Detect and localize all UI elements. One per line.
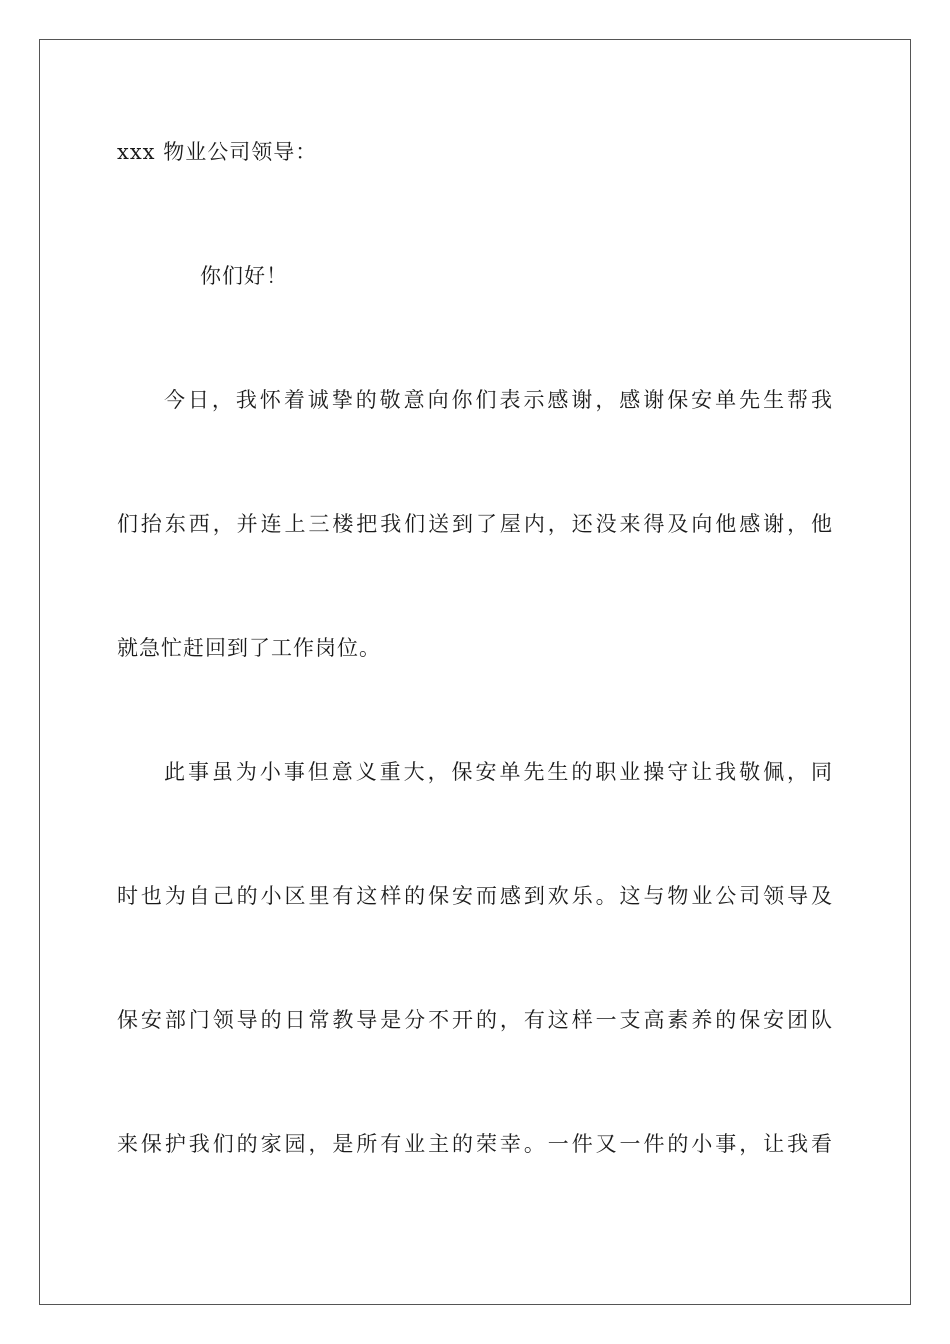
paragraph-2-line-1: 此事虽为小事但意义重大，保安单先生的职业操守让我敬佩，同	[164, 760, 833, 784]
paragraph-2-line-2: 时也为自己的小区里有这样的保安而感到欢乐。这与物业公司领导及	[117, 884, 833, 908]
paragraph-2-line-4: 来保护我们的家园，是所有业主的荣幸。一件又一件的小事，让我看	[117, 1132, 833, 1156]
page-border	[39, 39, 911, 1305]
letter-salutation: xxx 物业公司领导：	[117, 140, 318, 164]
paragraph-1-line-2: 们抬东西，并连上三楼把我们送到了屋内，还没来得及向他感谢，他	[117, 512, 833, 536]
paragraph-1-line-1: 今日，我怀着诚挚的敬意向你们表示感谢，感谢保安单先生帮我	[164, 388, 833, 412]
paragraph-2-line-3: 保安部门领导的日常教导是分不开的，有这样一支高素养的保安团队	[117, 1008, 833, 1032]
letter-greeting: 你们好！	[200, 264, 288, 288]
paragraph-1-line-3: 就急忙赶回到了工作岗位。	[117, 636, 381, 660]
